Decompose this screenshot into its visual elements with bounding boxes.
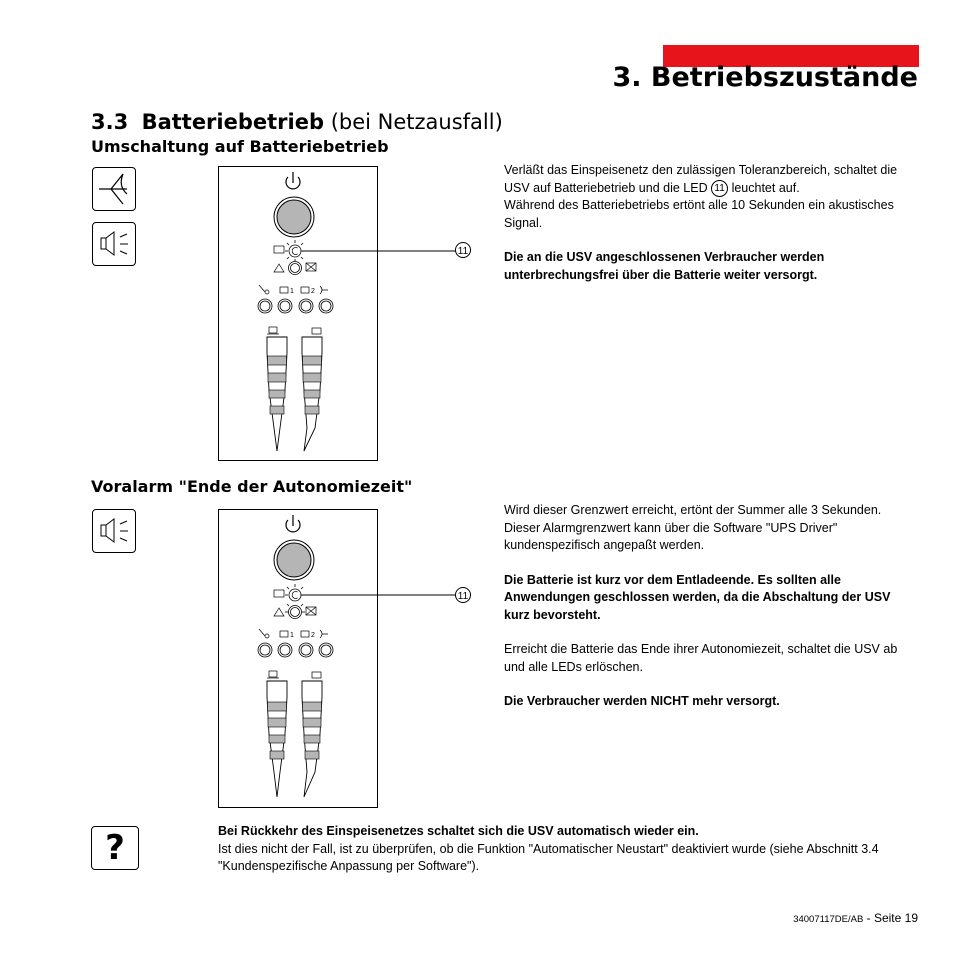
note-text xyxy=(218,823,918,876)
block1-text: Verläßt das Einspeisenetz den zulässigen Toleranzbereich, schaltet die USV auf Batteriebetrieb und die LED 11 leuchtet auf. Während des Batteriebetriebs ertönt alle 10 Sekunden ein akustisches Signal. Die an die USV angeschlossenen Verbraucher werden unterbrechungsfrei über die Batterie weiter versorgt. xyxy=(504,162,919,301)
question-icon: ? xyxy=(91,826,139,870)
svg-text:11: 11 xyxy=(457,246,469,257)
speaker-icon xyxy=(92,222,136,266)
section-title-bold: Batteriebetrieb xyxy=(141,110,324,134)
block2-paragraph-2: Erreicht die Batterie das Ende ihrer Autonomiezeit, schaltet die USV ab und alle LEDs erlöschen. xyxy=(504,642,898,674)
note-bold: Bei Rückkehr des Einspeisenetzes schaltet sich die USV automatisch wieder ein. xyxy=(218,824,699,838)
block1-heading: Umschaltung auf Batteriebetrieb xyxy=(91,137,389,156)
page-number: - Seite 19 xyxy=(866,911,918,925)
on-off-button xyxy=(274,540,314,580)
outlet-1-label: 1 xyxy=(290,288,294,295)
callout-11 xyxy=(456,243,471,258)
svg-text:11: 11 xyxy=(457,591,469,602)
section-title xyxy=(91,110,503,134)
outlet-1-label: 1 xyxy=(290,632,294,639)
outlet-2-label: 2 xyxy=(311,632,315,639)
block2-bold-paragraph-1: Die Batterie ist kurz vor dem Entladeende. Es sollten alle Anwendungen geschlossen werden, da die Abschaltung der USV kurz bevorsteht. xyxy=(504,572,891,622)
on-off-button xyxy=(274,197,314,237)
block1-bold-paragraph: Die an die USV angeschlossenen Verbraucher werden unterbrechungsfrei über die Batterie weiter versorgt. xyxy=(504,250,825,282)
chapter-title: 3. Betriebszustände xyxy=(612,62,918,93)
block2-bold-paragraph-2: Die Verbraucher werden NICHT mehr versorgt. xyxy=(504,694,780,708)
led-reference-11: 11 xyxy=(711,180,728,197)
speaker-icon xyxy=(92,509,136,553)
note-body: Ist dies nicht der Fall, ist zu überprüfen, ob die Funktion "Automatischer Neustart" deaktiviert wurde (siehe Abschnitt 3.4 "Kundenspezifische Anpassung per Software"). xyxy=(218,841,879,873)
callout-11 xyxy=(456,588,471,603)
page-footer xyxy=(793,911,918,925)
ups-panel-diagram-1 xyxy=(218,166,478,462)
section-number: 3.3 xyxy=(91,110,129,134)
outlet-2-label: 2 xyxy=(311,288,315,295)
led-alarm xyxy=(289,262,302,275)
block2-paragraph-1: Wird dieser Grenzwert erreicht, ertönt der Summer alle 3 Sekunden. Dieser Alarmgrenzwert kann über die Software "UPS Driver" kundenspezifisch angepaßt werden. xyxy=(504,503,882,552)
block2-heading: Voralarm "Ende der Autonomiezeit" xyxy=(91,477,413,496)
ups-panel-diagram-2 xyxy=(218,509,478,809)
battery-discharge-icon xyxy=(92,167,136,211)
block2-text xyxy=(504,502,919,728)
doc-code: 34007117DE/AB xyxy=(793,914,864,925)
section-title-rest: (bei Netzausfall) xyxy=(330,110,503,134)
